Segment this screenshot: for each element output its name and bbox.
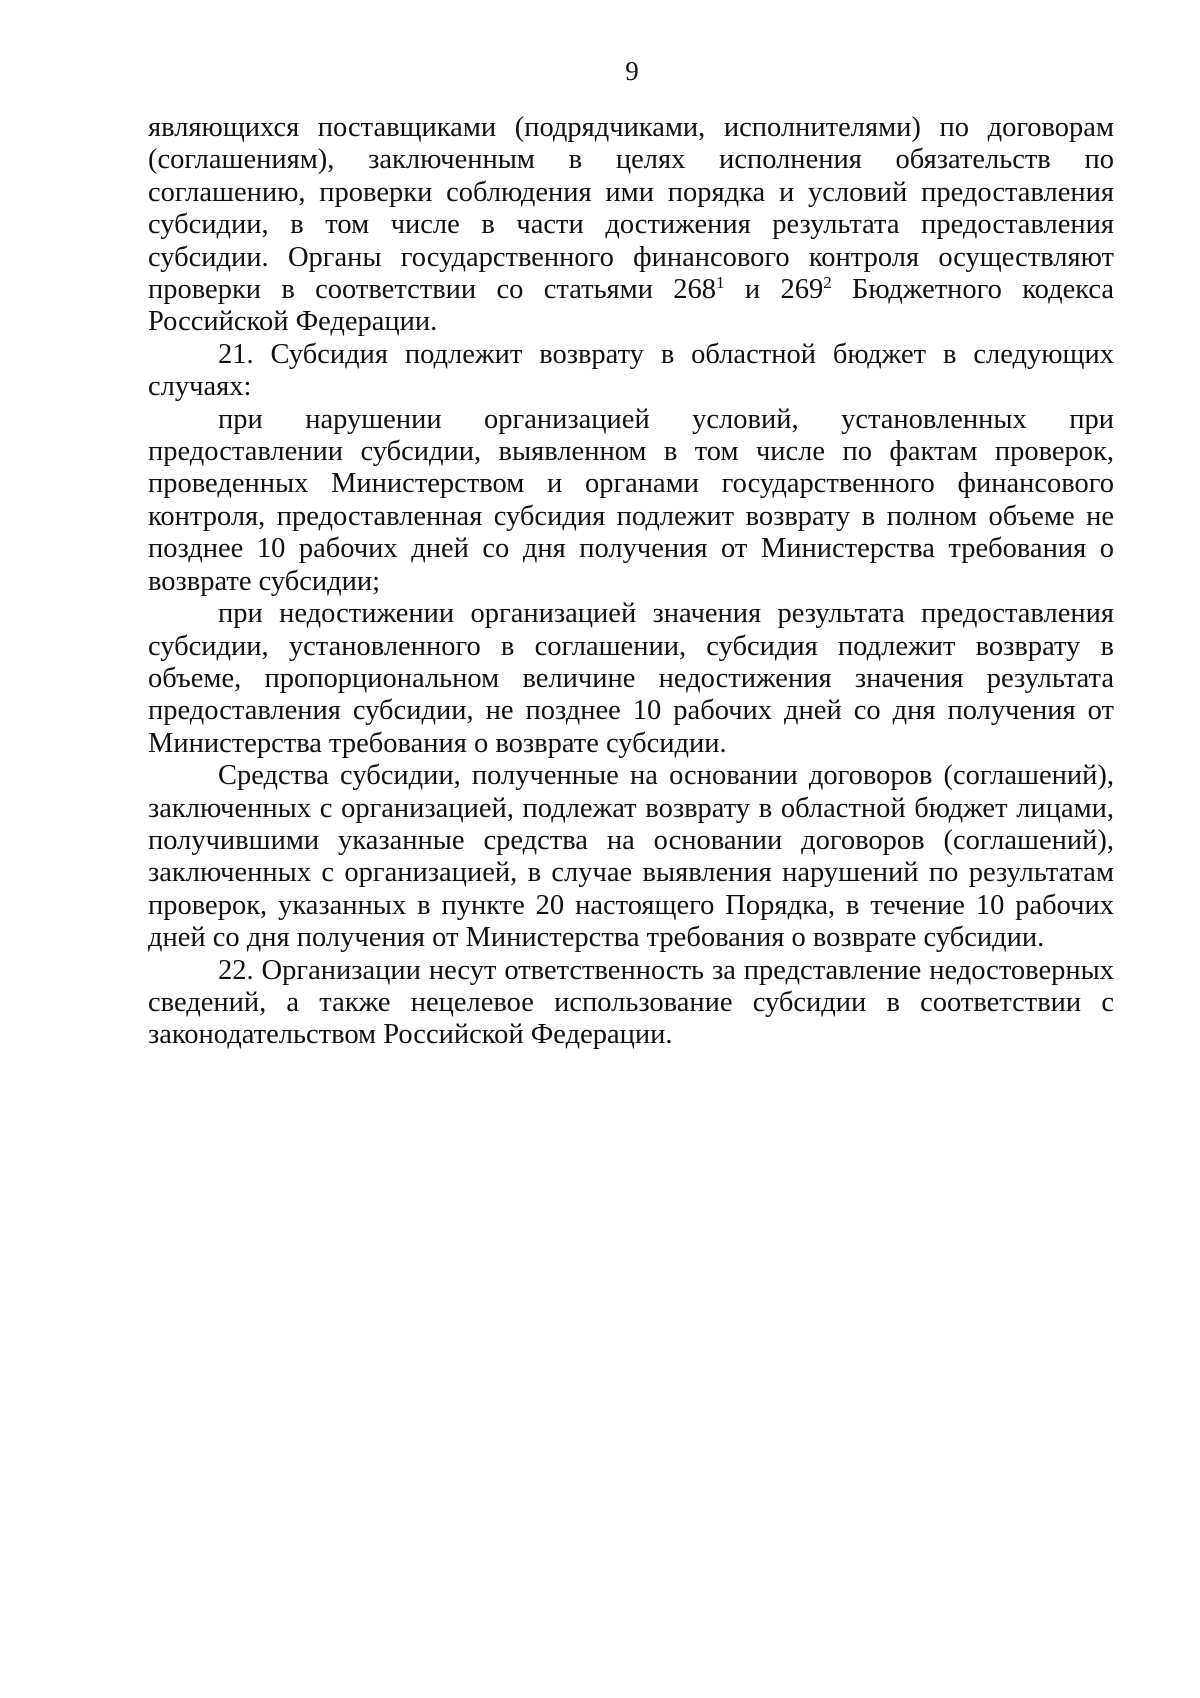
- paragraph-contractor-funds-return: Средства субсидии, полученные на основании договоров (соглашений), заключенных с организацией, подлежат возврату в областной бюджет лицами, получившими указанные средства на основании договоров (соглашений), заключенных с организацией, в случае выявления нарушений по результатам проверок, указанных в пункте 20 настоящего Порядка, в течение 10 рабочих дней со дня получения от Министерства требования о возврате субсидии.: [148, 760, 1114, 954]
- paragraph-continuation-text-2: и 269: [724, 274, 824, 306]
- paragraph-21: 21. Субсидия подлежит возврату в областной бюджет в следующих случаях:: [148, 338, 1114, 403]
- footnote-marker-269: 2: [823, 273, 832, 293]
- paragraph-continuation-text: являющихся поставщиками (подрядчиками, исполнителями) по договорам (соглашениям), заключенным в целях исполнения обязательств по соглашению, проверки соблюдения ими порядка и условий предоставления субсидии, в том числе в части достижения результата предоставления субсидии. Органы государственного финансового контроля осуществляют проверки в соответствии со статьями 268: [148, 112, 1114, 306]
- paragraph-continuation-text-3: Бюджетного кодекса Российской Федерации.: [148, 274, 1114, 338]
- page-number: 9: [625, 56, 639, 86]
- footnote-marker-268: 1: [716, 273, 725, 293]
- paragraph-non-achievement-return: при недостижении организацией значения результата предоставления субсидии, установленного в соглашении, субсидия подлежит возврату в объеме, пропорциональном величине недостижения значения результата предоставления субсидии, не позднее 10 рабочих дней со дня получения от Министерства требования о возврате субсидии.: [148, 598, 1114, 759]
- document-body: [148, 112, 1114, 1052]
- paragraph-violation-return: при нарушении организацией условий, установленных при предоставлении субсидии, выявленном в том числе по фактам проверок, проведенных Министерством и органами государственного финансового контроля, предоставленная субсидия подлежит возврату в полном объеме не позднее 10 рабочих дней со дня получения от Министерства требования о возврате субсидии;: [148, 403, 1114, 597]
- paragraph-continuation: [148, 112, 1114, 339]
- paragraph-22: 22. Организации несут ответственность за представление недостоверных сведений, а также нецелевое использование субсидии в соответствии с законодательством Российской Федерации.: [148, 954, 1114, 1051]
